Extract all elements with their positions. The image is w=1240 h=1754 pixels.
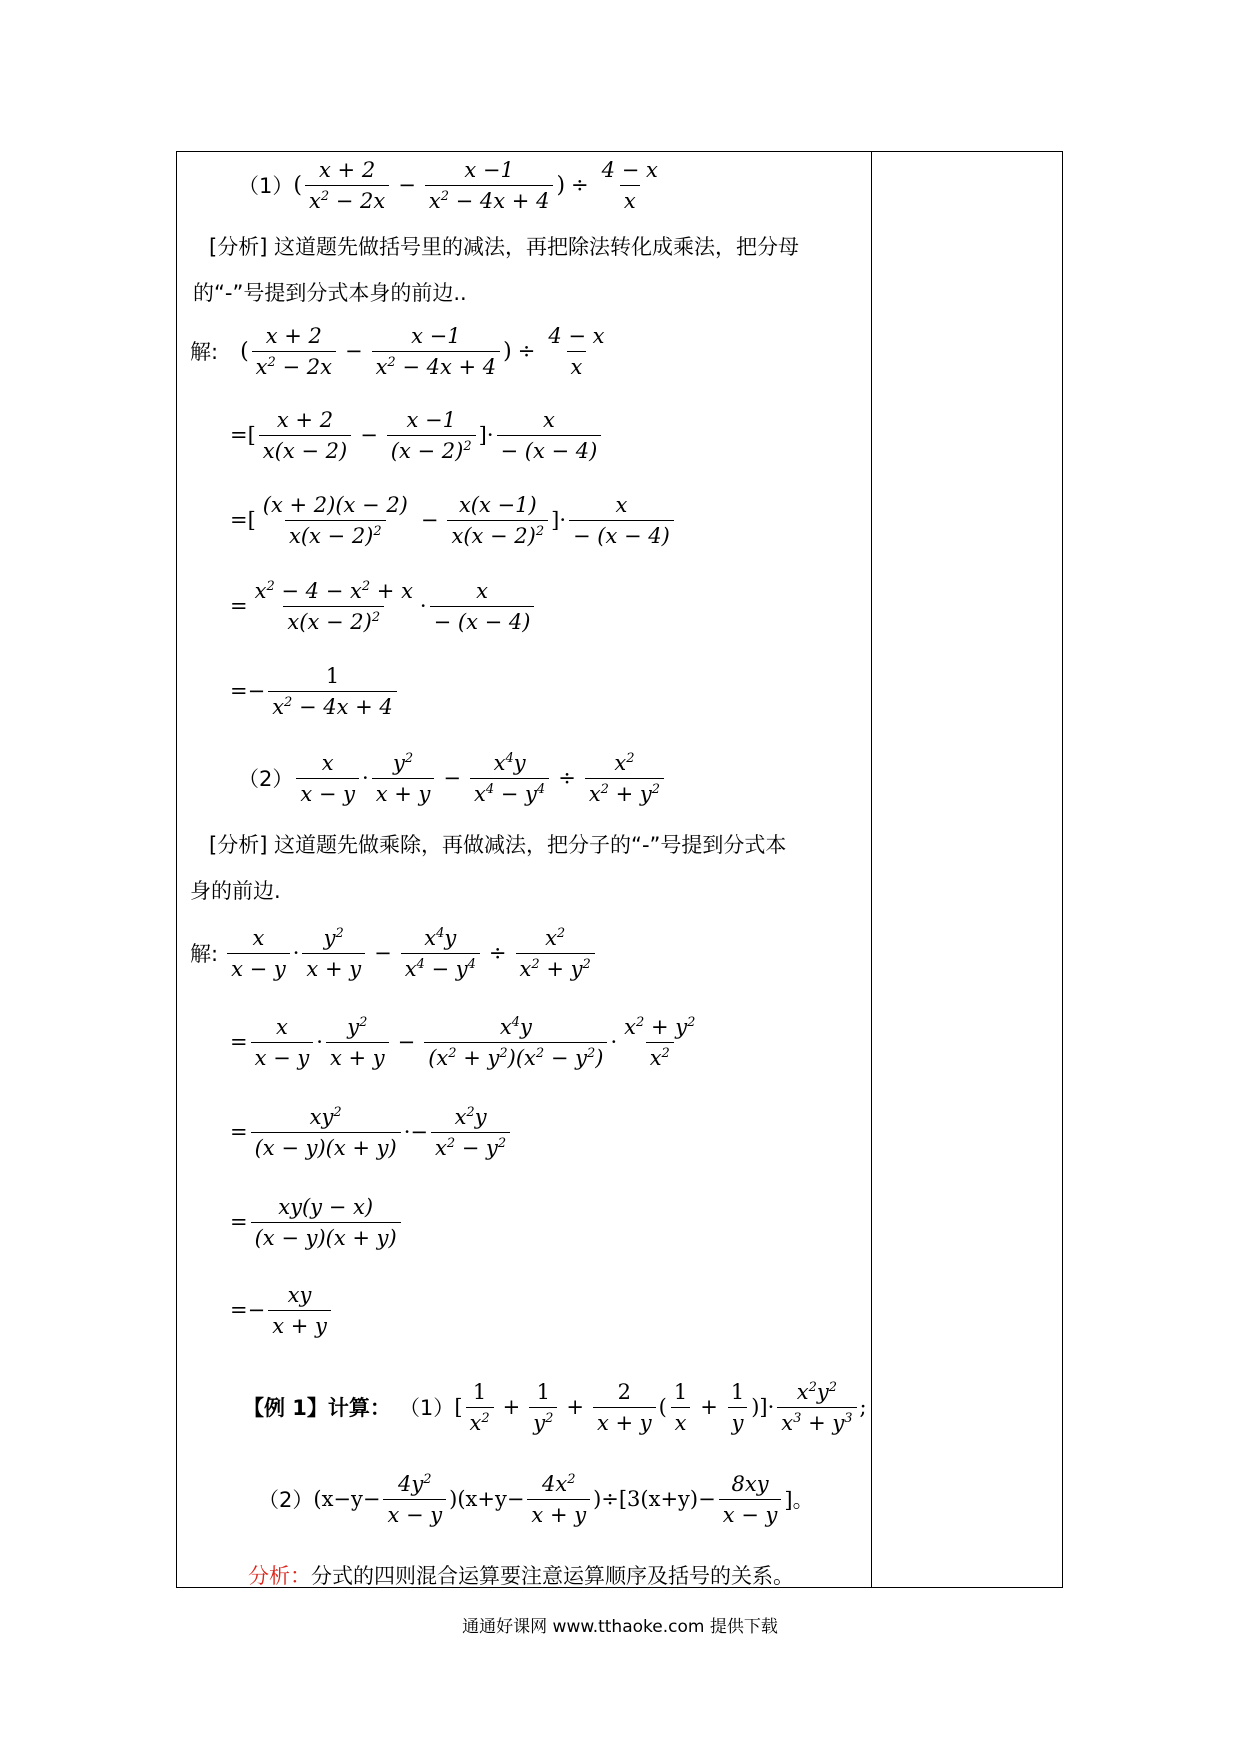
solution-1-label: 解: — [190, 340, 219, 364]
analysis-1-line-1: [分析] 这道题先做括号里的减法，再把除法转化成乘法，把分母 — [209, 235, 800, 259]
analysis-3 — [248, 1560, 794, 1590]
table-column-divider — [871, 151, 872, 1588]
solution-2-label: 解: — [190, 942, 219, 966]
analysis-3-label: 分析： — [248, 1564, 311, 1588]
problem-2-expression: （2） $\frac{x}{x - y}$ · $\frac{y^2}{x + y}$ − $\frac{x^4y}{x^4 - y^4}$ ÷ $\frac{x^2}{x^2 + y^2}$ — [238, 745, 667, 811]
solution-2-step-2: = $\frac{xy^2}{(x - y)(x + y)}$ ·− $\frac{x^2y}{x^2 - y^2}$ — [230, 1099, 513, 1165]
example-1-part-1: 【例 1】计算： （1） [ $\frac{1}{x^2}$ + $\frac{1}{y^2}$ + $\frac{2}{x + y}$ ( $\frac{1}{x}$ + $\frac{1}{y}$ )]· $\frac{x^2y^2}{x^3 + y^3}$ ; — [243, 1379, 867, 1435]
solution-1-step-1: =[ $\frac{x + 2}{x(x - 2)}$ − $\frac{x -1}{(x - 2)^2}$ ]· $\frac{x}{- (x - 4)}$ — [230, 402, 604, 468]
analysis-3-text: 分式的四则混合运算要注意运算顺序及括号的关系。 — [311, 1564, 794, 1588]
analysis-1 — [190, 224, 870, 316]
example-1-sub-2-label: （2） — [258, 1488, 314, 1512]
example-1-sub-1-label: （1） — [398, 1396, 455, 1420]
problem-2-label: （2） — [238, 767, 294, 791]
analysis-2-line-1: [分析] 这道题先做乘除，再做减法，把分子的“-”号提到分式本 — [209, 833, 787, 857]
solution-1-result: =− $\frac{1}{x^2 - 4x + 4}$ — [230, 658, 400, 724]
solution-1-step-0: 解: ( $\frac{x + 2}{x^2 - 2x}$ − $\frac{x -1}{x^2 - 4x + 4}$ ) ÷ $\frac{4 - x}{x}$ — [190, 323, 605, 379]
analysis-2 — [190, 822, 870, 914]
analysis-2-line-2: 身的前边. — [190, 879, 281, 903]
solution-2-step-0: 解: $\frac{x}{x - y}$ · $\frac{y^2}{x + y}$ − $\frac{x^4y}{x^4 - y^4}$ ÷ $\frac{x^2}{x^2 + y^2}$ — [190, 920, 598, 986]
example-1-title: 【例 1】计算： — [243, 1396, 391, 1420]
page-footer: 通通好课网 www.tthaoke.com 提供下载 — [462, 1617, 778, 1637]
example-1-part-2: （2） (x−y− $\frac{4y^2}{x - y}$ )(x+y− $\frac{4x^2}{x + y}$ )÷[3(x+y)− $\frac{8xy}{x - y}$ ]。 — [258, 1471, 814, 1527]
problem-1-label: （1） — [238, 174, 294, 198]
solution-2-result: =− $\frac{xy}{x + y}$ — [230, 1277, 334, 1343]
solution-2-step-3: = $\frac{xy(y - x)}{(x - y)(x + y)}$ — [230, 1189, 404, 1255]
solution-1-step-2: =[ $\frac{(x + 2)(x - 2)}{x(x - 2)^2}$ − $\frac{x(x -1)}{x(x - 2)^2}$ ]· $\frac{x}{- (x - 4)}$ — [230, 487, 677, 553]
problem-1-expression: （1） ( $\frac{x + 2}{x^2 - 2x}$ − $\frac{x -1}{x^2 - 4x + 4}$ ) ÷ $\frac{4 - x}{x}$ — [238, 157, 658, 213]
solution-1-step-3: = $\frac{x^2 - 4 - x^2 + x}{x(x - 2)^2}$ · $\frac{x}{- (x - 4)}$ — [230, 573, 537, 639]
solution-2-step-1: = $\frac{x}{x - y}$ · $\frac{y^2}{x + y}$ − $\frac{x^4y}{(x^2 + y^2)(x^2 - y^2)}$ · $\frac{x^2 + y^2}{x^2}$ — [230, 1014, 696, 1070]
analysis-1-line-2: 的“-”号提到分式本身的前边.. — [193, 281, 467, 305]
